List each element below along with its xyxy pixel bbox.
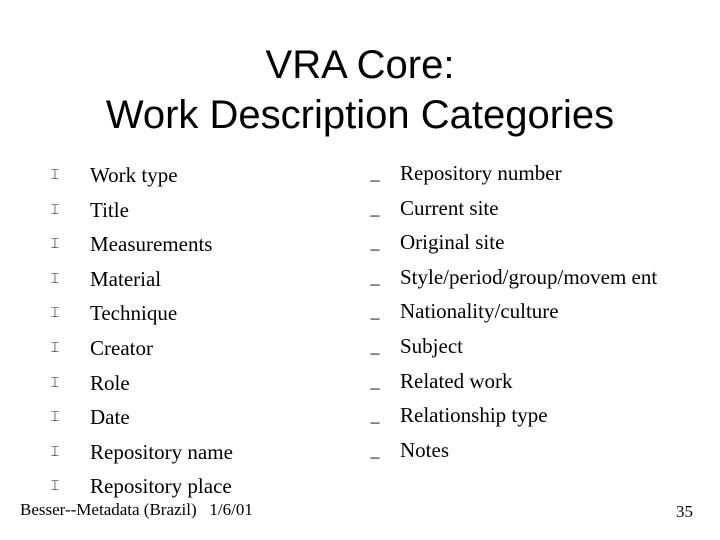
list-item-label: Original site: [400, 230, 505, 255]
list-item-label: Measurements: [90, 232, 213, 257]
list-item-label: Date: [90, 405, 130, 430]
list-item: [368, 296, 698, 327]
list-item-label: Repository name: [90, 439, 233, 464]
list-item: [44, 331, 344, 366]
list-item-label: Role: [90, 370, 130, 395]
list-item: [368, 366, 698, 397]
list-item-label: Repository number: [400, 161, 562, 185]
right-bullet-list: [368, 158, 698, 469]
list-item-label: Material: [90, 266, 162, 291]
bullet-icon: _: [370, 266, 380, 287]
footer-text: Besser--Metadata (Brazil) 1/6/01: [20, 500, 253, 519]
list-item-label: Repository place: [90, 474, 232, 499]
slide-title: [0, 40, 720, 140]
bullet-icon: _: [370, 405, 380, 426]
list-item: [368, 331, 698, 362]
bullet-icon: ⌶: [50, 443, 60, 460]
bullet-icon: _: [370, 439, 380, 460]
left-bullet-list: [44, 158, 344, 504]
bullet-icon: ⌶: [50, 270, 60, 287]
list-item: [44, 469, 344, 504]
list-item: [44, 227, 344, 262]
page-number: 35: [676, 502, 693, 521]
list-item: [368, 400, 698, 431]
bullet-icon: _: [370, 163, 380, 183]
bullet-icon: ⌶: [50, 478, 60, 495]
list-item: [44, 435, 344, 470]
list-item: [44, 296, 344, 331]
bullet-icon: _: [370, 197, 380, 218]
list-item-label: Work type: [90, 163, 178, 187]
list-item-label: Nationality/culture: [400, 299, 559, 324]
list-item: [44, 366, 344, 401]
list-item: [44, 193, 344, 228]
bullet-icon: _: [370, 232, 380, 253]
list-item: [368, 158, 698, 189]
list-item: [368, 262, 698, 293]
bullet-icon: _: [370, 335, 380, 356]
bullet-icon: ⌶: [50, 409, 60, 426]
bullet-icon: ⌶: [50, 201, 60, 218]
bullet-icon: ⌶: [50, 339, 60, 356]
list-item: [368, 193, 698, 224]
bullet-icon: ⌶: [50, 167, 60, 183]
slide-title-line-1: VRA Core:: [265, 43, 455, 87]
list-item-label: Subject: [400, 333, 463, 358]
bullet-icon: _: [370, 301, 380, 322]
list-item-label: Current site: [400, 195, 499, 220]
list-item: [44, 400, 344, 435]
list-item-label: Title: [90, 197, 129, 222]
list-item-label: Related work: [400, 368, 513, 393]
slide-title-line-2: Work Description Categories: [105, 93, 615, 137]
list-item-label: Creator: [90, 335, 153, 360]
list-item: [368, 435, 698, 466]
list-item-label: Style/period/group/movem ent: [400, 264, 658, 289]
list-item-label: Technique: [90, 301, 178, 326]
bullet-icon: ⌶: [50, 305, 60, 322]
bullet-icon: ⌶: [50, 374, 60, 391]
list-item: [44, 262, 344, 297]
list-item-label: Notes: [400, 437, 449, 462]
bullet-icon: ⌶: [50, 236, 60, 253]
list-item-label: Relationship type: [400, 403, 548, 428]
list-item: [44, 158, 344, 193]
list-item: [368, 227, 698, 258]
bullet-icon: _: [370, 370, 380, 391]
